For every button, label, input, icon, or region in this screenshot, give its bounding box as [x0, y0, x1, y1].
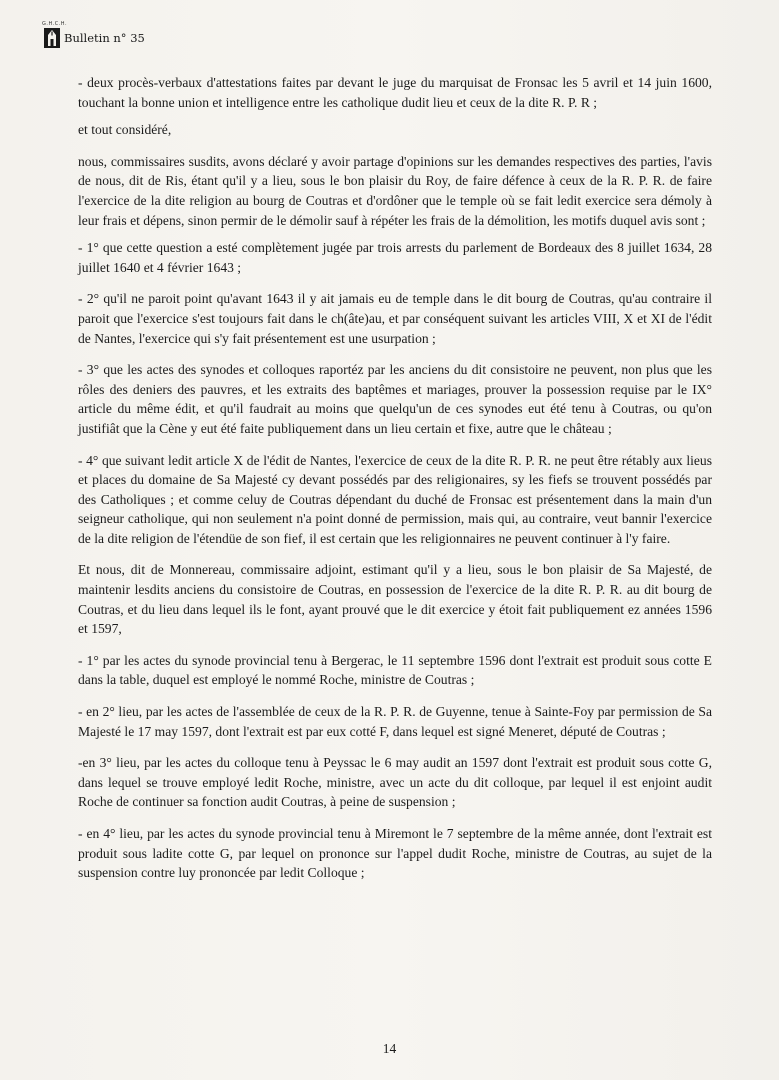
church-logo-icon — [44, 28, 60, 48]
document-body — [78, 73, 712, 895]
bulletin-number: Bulletin n° 35 — [64, 30, 145, 45]
paragraph: - en 4° lieu, par les actes du synode provincial tenu à Miremont le 7 septembre de la même année, dont l'extrait est produit sous ladite cotte G, par lequel on prononce sur l'appel dudit Roche, ministre de Coutras, au sujet de la suspension contre luy prononcée par ledit Colloque ; — [78, 826, 712, 881]
paragraph: - 1° que cette question a esté complètement jugée par trois arrests du parlement de Bordeaux des 8 juillet 1634, 28 juillet 1640 et 4 février 1643 ; — [78, 240, 712, 275]
paragraph: - 2° qu'il ne paroit point qu'avant 1643 il y ait jamais eu de temple dans le dit bourg de Coutras, qu'au contraire il paroit que l'exercice s'est toujours fait dans le ch(âte)au, et par conséquent suivant les articles VIII, X et XI de l'édit de Nantes, l'exercice qui s'y fait présentement est une usurpation ; — [78, 291, 712, 346]
paragraph: - 3° que les actes des synodes et colloques raportéz par les anciens du dit consistoire ne peuvent, non plus que les rôles des deniers des pauvres, et les extraits des baptêmes et mariages, prouver la possession requise par le IX° article du même édit, et qu'il faudrait au moins que quelqu'un de ces synodes eut été tenu à Coutras, ou qu'on justifiât que la Cène y eut été faite publiquement dans un lieu certain et fixe, autre que le château ; — [78, 362, 712, 436]
paragraph: nous, commissaires susdits, avons déclaré y avoir partage d'opinions sur les demandes respectives des parties, l'avis de nous, dit de Ris, étant qu'il y a lieu, sous le bon plaisir du Roy, de faire défence à ceux de la R. P. R. de faire l'exercice de la dite religion au bourg de Coutras et d'ordôner que le temple où se fait ledit exercice sera démoly à leur frais et dépens, sinon permir de le démolir sauf à répéter les frais de la démolition, les motifs duquel avis sont ; — [78, 153, 712, 228]
paragraph: - 4° que suivant ledit article X de l'édit de Nantes, l'exercice de ceux de la dite R. P. R. ne peut être rétably aux lieus et places du domaine de Sa Majesté cy devant possédés par des religionaires, sy les fiefs se trouvent possédés par des Catholiques ; et comme celuy de Coutras dépendant du duché de Fronsac est présentement dans la main d'un seigneur catholique, qui non seulement n'a point donné de permission, mais qui, au contraire, veut bannir l'exercice de la dite religion de l'étendüe de son fief, il est certain que les religionnaires ne peuvent continuer à l'y faire. — [78, 452, 712, 546]
bulletin-logo — [42, 21, 68, 48]
paragraph: et tout considéré, — [78, 122, 172, 138]
paragraph: -en 3° lieu, par les actes du colloque tenu à Peyssac le 6 may audit an 1597 dont l'extrait est produit sous cotte G, dans lequel se trouve employé ledit Roche, ministre, avec un acte du dit colloque, par lequel il est enjoint audit Roche de continuer sa fonction audit Coutras, à peine de suspension ; — [78, 755, 712, 810]
logo-small-text: G.H.C.H. — [42, 21, 68, 27]
paragraph: - en 2° lieu, par les actes de l'assemblée de ceux de la R. P. R. de Guyenne, tenue à Sainte-Foy par permission de Sa Majesté le 17 may 1597, dont l'extrait est par eux cotté F, dans lequel est signé Meneret, député de Coutras ; — [78, 704, 712, 739]
page-header — [44, 22, 145, 48]
paragraph: - 1° par les actes du synode provincial tenu à Bergerac, le 11 septembre 1596 dont l'extrait est produit sous cotte E dans la table, duquel est employé le nommé Roche, ministre de Coutras ; — [78, 652, 712, 688]
paragraph: - deux procès-verbaux d'attestations faites par devant le juge du marquisat de Fronsac les 5 avril et 14 juin 1600, touchant la bonne union et intelligence entre les catholique dudit lieu et ceux de la dite R. P. R ; — [78, 75, 712, 110]
paragraph: Et nous, dit de Monnereau, commissaire adjoint, estimant qu'il y a lieu, sous le bon plaisir de Sa Majesté, de maintenir lesdits anciens du consistoire de Coutras, en possession de l'exercice de la dite R. P. R. au dit bourg de Coutras, et du lieu dans lequel ils le font, ayant prouvé que le dit exercice y étoit fait publiquement ez années 1596 et 1597, — [78, 562, 712, 637]
page-number: 14 — [382, 1041, 397, 1056]
